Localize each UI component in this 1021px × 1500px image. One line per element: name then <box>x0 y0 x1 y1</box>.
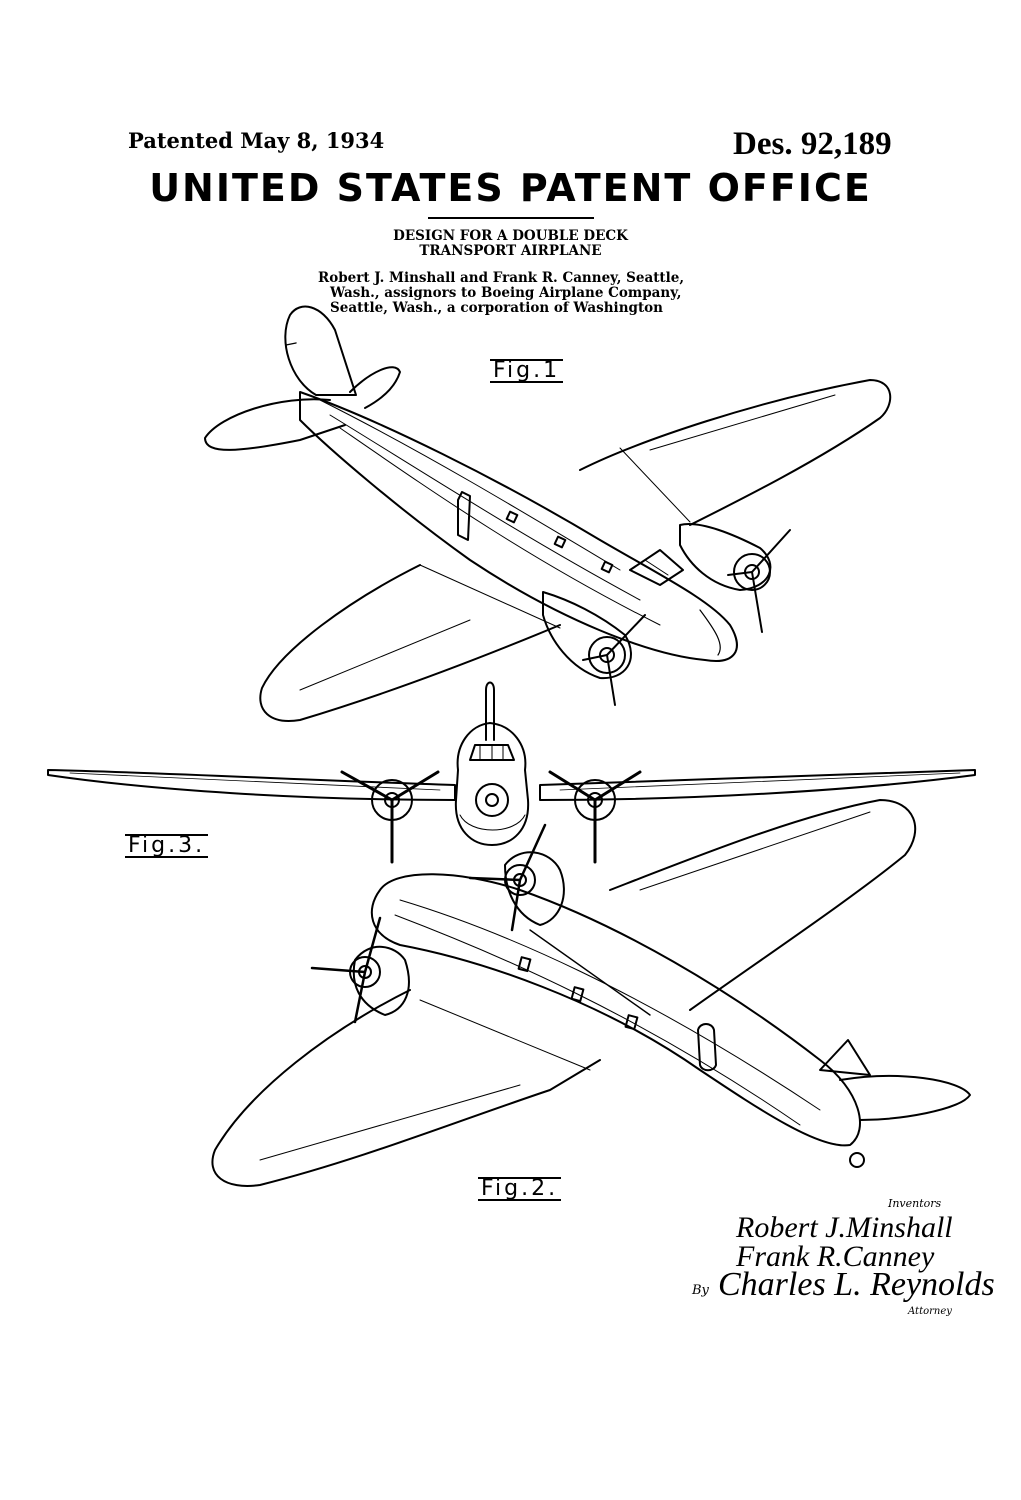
fig3-label: Fig.3. <box>125 833 208 858</box>
attorney-label: Attorney <box>908 1306 952 1317</box>
inventors-line-3: Seattle, Wash., a corporation of Washington <box>330 300 663 316</box>
inventor-signature-2: Frank R.Canney <box>736 1240 935 1273</box>
office-heading: UNITED STATES PATENT OFFICE <box>149 166 872 210</box>
by-label: By <box>692 1283 709 1298</box>
fig1-label: Fig.1 <box>490 358 563 383</box>
inventors-label: Inventors <box>888 1197 942 1210</box>
inventors-line-2: Wash., assignors to Boeing Airplane Company, <box>330 285 682 301</box>
design-title-line-1: DESIGN FOR A DOUBLE DECK <box>393 228 628 244</box>
fig2-airplane-drawing <box>212 800 970 1186</box>
inventor-signature-1: Robert J.Minshall <box>736 1211 953 1244</box>
fig2-label: Fig.2. <box>478 1176 561 1201</box>
inventors-line-1: Robert J. Minshall and Frank R. Canney, Seattle, <box>318 270 685 286</box>
attorney-signature: Charles L. Reynolds <box>718 1266 995 1303</box>
patented-date: Patented May 8, 1934 <box>128 128 385 153</box>
design-number: Des. 92,189 <box>733 126 892 162</box>
design-title-line-2: TRANSPORT AIRPLANE <box>419 243 602 259</box>
